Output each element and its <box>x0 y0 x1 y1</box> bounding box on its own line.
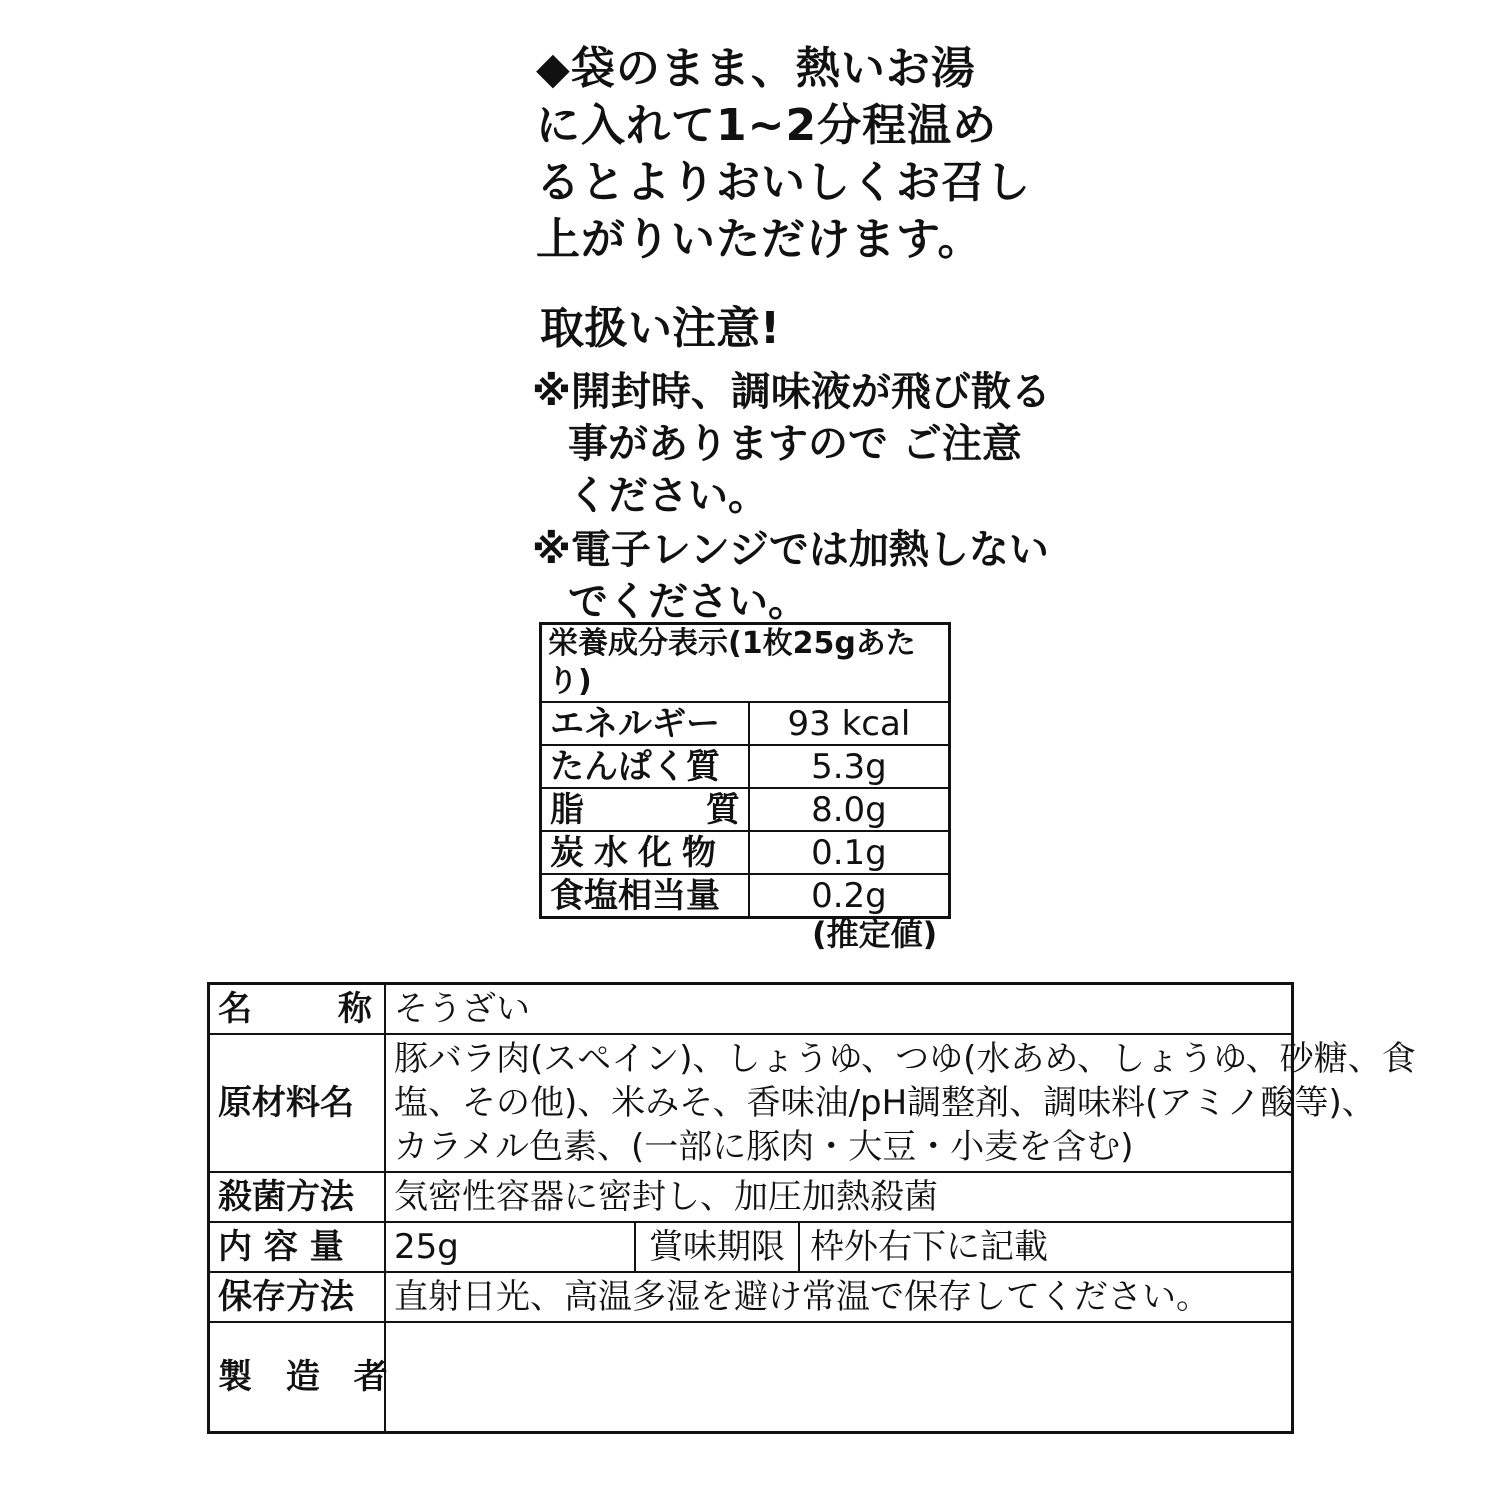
label-row-content <box>209 1222 1293 1272</box>
ingredients-line: 塩、その他)、米みそ、香味油/pH調整剤、調味料(アミノ酸等)、 <box>394 1083 1376 1123</box>
caution-notes <box>532 366 1051 628</box>
label-name-value: そうざい <box>385 984 1293 1035</box>
content-expiry-subtable <box>386 1223 1291 1271</box>
nutrition-value: 8.0g <box>749 788 950 831</box>
nutrition-row <box>541 874 950 918</box>
label-ingredients-value <box>385 1034 1416 1172</box>
label-content-value: 25g <box>394 1227 459 1267</box>
nutrition-label-text: 食塩相当量 <box>550 875 720 916</box>
nutrition-label-text: たんぱく質 <box>550 746 720 787</box>
nutrition-row <box>541 745 950 788</box>
nutrition-row <box>541 788 950 831</box>
label-maker-value <box>385 1322 1293 1432</box>
label-row-ingredients <box>209 1034 1293 1172</box>
label-maker-label-text: 製 造 者 <box>218 1356 388 1397</box>
nutrition-label-text: 炭水化物 <box>550 832 726 873</box>
label-content-label <box>209 1222 386 1272</box>
label-name-label <box>209 984 386 1035</box>
caution-line: ※電子レンジでは加熱しない <box>532 527 1049 573</box>
label-row-maker <box>209 1322 1293 1432</box>
label-row-name <box>209 984 1293 1035</box>
caution-title: 取扱い注意! <box>540 303 781 354</box>
nutrition-value: 0.1g <box>749 831 950 874</box>
preparation-line: るとよりおいしくお召し <box>536 157 1031 208</box>
nutrition-row <box>541 702 950 745</box>
nutrition-label <box>541 788 749 831</box>
nutrition-table <box>539 622 951 919</box>
nutrition-label <box>541 874 749 918</box>
nutrition-value: 5.3g <box>749 745 950 788</box>
label-maker-label <box>209 1322 386 1432</box>
nutrition-header: 栄養成分表示(1枚25gあたり) <box>541 624 950 703</box>
nutrition-estimate-note: (推定値) <box>812 915 938 953</box>
content-expiry-row <box>386 1223 1291 1271</box>
nutrition-value: 0.2g <box>749 874 950 918</box>
nutrition-label <box>541 831 749 874</box>
nutrition-label <box>541 702 749 745</box>
nutrition-label <box>541 745 749 788</box>
label-sterilization-value: 気密性容器に密封し、加圧加熱殺菌 <box>385 1172 1293 1222</box>
preparation-line: ◆袋のまま、熱いお湯 <box>536 43 976 94</box>
caution-line: でください。 <box>568 579 808 625</box>
label-name-label-text: 名 称 <box>218 989 372 1029</box>
label-storage-value: 直射日光、高温多湿を避け常温で保存してください。 <box>385 1272 1293 1322</box>
preparation-instructions <box>536 40 1031 268</box>
nutrition-row <box>541 831 950 874</box>
caution-line: ※開封時、調味液が飛び散る <box>532 369 1051 415</box>
nutrition-label-text: 脂 質 <box>550 789 740 830</box>
ingredients-line: 豚バラ肉(スペイン)、しょうゆ、つゆ(水あめ、しょうゆ、砂糖、食 <box>394 1039 1416 1079</box>
label-content-cell <box>385 1222 1293 1272</box>
nutrition-value: 93 kcal <box>749 702 950 745</box>
label-sterilization-label: 殺菌方法 <box>209 1172 386 1222</box>
ingredients-line: カラメル色素、(一部に豚肉・大豆・小麦を含む) <box>394 1127 1134 1167</box>
nutrition-header-row <box>541 624 950 703</box>
caution-line: 事がありますので ご注意 <box>568 421 1022 467</box>
label-ingredients-label: 原材料名 <box>209 1034 386 1172</box>
preparation-line: に入れて1~2分程温め <box>536 100 998 151</box>
label-expiry-value: 枠外右下に記載 <box>810 1227 1048 1267</box>
label-row-storage <box>209 1272 1293 1322</box>
label-row-sterilization <box>209 1172 1293 1222</box>
label-storage-label: 保存方法 <box>209 1272 386 1322</box>
caution-line: ください。 <box>568 473 768 519</box>
preparation-line: 上がりいただけます。 <box>536 214 983 265</box>
label-expiry-label: 賞味期限 <box>635 1223 799 1271</box>
product-label-table <box>207 982 1416 1434</box>
label-content-label-text: 内 容 量 <box>218 1227 344 1267</box>
nutrition-label-text: エネルギー <box>550 703 720 744</box>
